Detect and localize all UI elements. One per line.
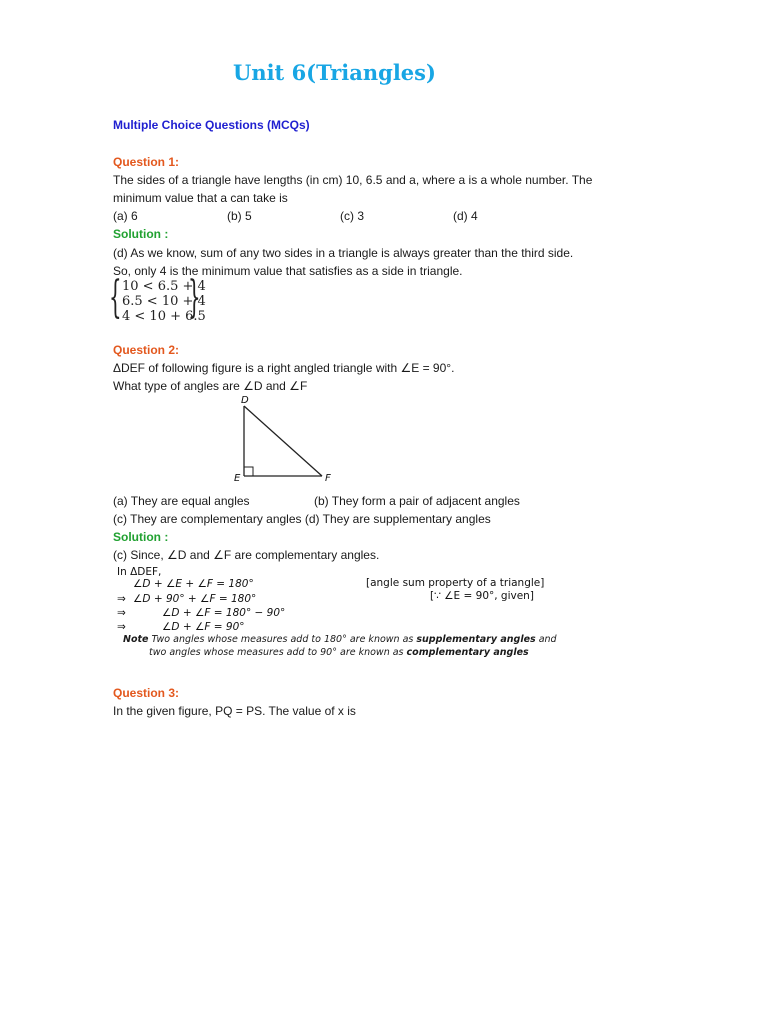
work-line-2-arrow: ⇒ — [117, 593, 126, 605]
work-line-3-arrow: ⇒ — [117, 607, 126, 619]
inequality-2: 6.5 < 10 + 4 — [122, 294, 206, 309]
question-2-option-a: (a) They are equal angles — [113, 494, 250, 508]
note-and: and — [538, 634, 557, 645]
side-df — [244, 406, 322, 476]
note-bold-1: supplementary angles — [416, 634, 536, 645]
note-bold-2: complementary angles — [406, 647, 529, 658]
right-brace: } — [188, 272, 201, 323]
question-1-solution-line1: (d) As we know, sum of any two sides in a triangle is always greater than the third side. — [113, 246, 574, 260]
question-1-solution-line2: So, only 4 is the minimum value that satisfies as a side in triangle. — [113, 264, 463, 278]
question-1-solution-label: Solution : — [113, 227, 169, 241]
section-heading: Multiple Choice Questions (MCQs) — [113, 118, 310, 132]
question-1-option-d: (d) 4 — [453, 209, 478, 223]
work-line-0: In ΔDEF, — [117, 566, 162, 578]
note-label: Note — [123, 634, 149, 645]
vertex-label-e: E — [234, 473, 241, 484]
question-2-options-cd: (c) They are complementary angles (d) They are supplementary angles — [113, 512, 491, 526]
note-line-2 — [149, 647, 529, 658]
question-1-heading: Question 1: — [113, 155, 180, 169]
question-1-option-a: (a) 6 — [113, 209, 138, 223]
question-1-text-line2: minimum value that a can take is — [113, 191, 288, 205]
question-3-heading: Question 3: — [113, 686, 180, 700]
question-2-option-b: (b) They form a pair of adjacent angles — [314, 494, 520, 508]
left-brace: { — [109, 272, 122, 323]
question-2-solution-label: Solution : — [113, 530, 169, 544]
question-2-heading: Question 2: — [113, 343, 180, 357]
vertex-label-d: D — [241, 395, 249, 406]
question-3-text-line1: In the given figure, PQ = PS. The value of x is — [113, 704, 356, 718]
note-text-1: Two angles whose measures add to 180° are known as — [151, 634, 414, 645]
work-line-3: ∠D + ∠F = 180° − 90° — [162, 607, 286, 619]
right-angle-marker — [244, 467, 253, 476]
question-2-text-line2: What type of angles are ∠D and ∠F — [113, 379, 308, 393]
question-1-option-c: (c) 3 — [340, 209, 364, 223]
inequality-1: 10 < 6.5 + 4 — [122, 279, 206, 294]
work-line-4: ∠D + ∠F = 90° — [162, 621, 245, 633]
question-1-option-b: (b) 5 — [227, 209, 252, 223]
triangle-def-figure — [230, 392, 340, 484]
page-title: Unit 6(Triangles) — [233, 60, 436, 85]
note-text-2: two angles whose measures add to 90° are known as — [149, 647, 404, 658]
work-line-1-note: [angle sum property of a triangle] — [366, 577, 545, 589]
inequality-3: 4 < 10 + 6.5 — [122, 309, 206, 324]
work-line-4-arrow: ⇒ — [117, 621, 126, 633]
work-line-1: ∠D + ∠E + ∠F = 180° — [133, 578, 254, 590]
work-line-2-note: [∵ ∠E = 90°, given] — [430, 590, 534, 602]
question-2-solution-line1: (c) Since, ∠D and ∠F are complementary angles. — [113, 548, 380, 562]
note-line-1 — [123, 634, 557, 645]
vertex-label-f: F — [325, 473, 331, 484]
question-2-text-line1: ΔDEF of following figure is a right angled triangle with ∠E = 90°. — [113, 361, 455, 375]
question-1-text-line1: The sides of a triangle have lengths (in cm) 10, 6.5 and a, where a is a whole number. The — [113, 173, 593, 187]
work-line-2: ∠D + 90° + ∠F = 180° — [133, 593, 257, 605]
